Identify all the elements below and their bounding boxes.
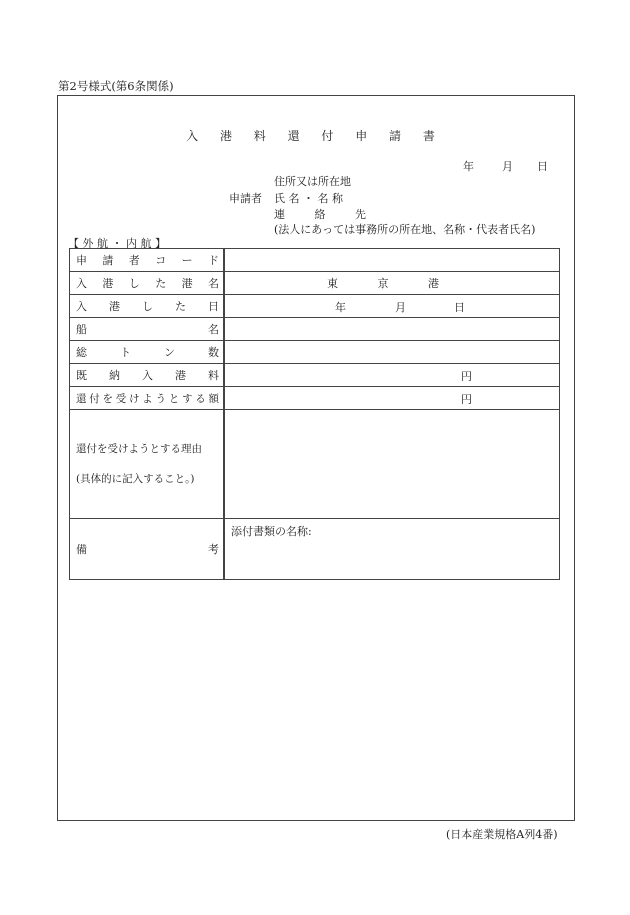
refund-amount-label: 還付を受けようとする額 <box>70 387 225 410</box>
entry-date-label: 入港した日 <box>70 295 225 318</box>
date-day: 日 <box>537 160 548 173</box>
attachment-label: 添付書類の名称: <box>231 525 312 538</box>
applicant-code-label: 申請者コード <box>70 249 225 272</box>
entry-date-field[interactable] <box>224 295 560 318</box>
paper-size-note: (日本産業規格A列4番) <box>446 828 558 841</box>
gross-tonnage-label: 総トン数 <box>70 341 225 364</box>
port-label: 入港した港名 <box>70 272 225 295</box>
port-field[interactable]: 東 京 港 <box>224 272 560 295</box>
applicant-code-field[interactable] <box>224 249 560 272</box>
paid-fee-field[interactable] <box>224 364 560 387</box>
applicant-corporate-note: (法人にあっては事務所の所在地、名称・代表者氏名) <box>274 223 536 236</box>
table-row <box>70 318 560 341</box>
table-row <box>70 341 560 364</box>
applicant-name-label: 氏 名 ・ 名 称 <box>274 192 343 205</box>
paid-fee-label: 既納入港料 <box>70 364 225 387</box>
reason-label-cell <box>70 410 225 519</box>
table-row <box>70 272 560 295</box>
remarks-field[interactable] <box>224 519 560 580</box>
table-row <box>70 387 560 410</box>
date-year: 年 <box>463 160 474 173</box>
applicant-address-label: 住所又は所在地 <box>274 175 351 188</box>
gross-tonnage-field[interactable] <box>224 341 560 364</box>
reason-instruction: (具体的に記入すること。) <box>76 473 195 485</box>
refund-amount-unit: 円 <box>461 393 472 406</box>
remarks-label-left: 備 <box>76 543 87 556</box>
entry-date-day: 日 <box>454 301 465 314</box>
document-title: 入 港 料 還 付 申 請 書 <box>186 129 444 143</box>
applicant-label: 申請者 <box>229 192 262 205</box>
refund-amount-field[interactable] <box>224 387 560 410</box>
table-row <box>70 295 560 318</box>
reason-label: 還付を受けようとする理由 <box>76 443 202 455</box>
paid-fee-unit: 円 <box>461 370 472 383</box>
remarks-label-cell <box>70 519 225 580</box>
reason-field[interactable] <box>224 410 560 519</box>
ship-name-label: 船名 <box>70 318 225 341</box>
form-table <box>69 248 560 580</box>
entry-date-year: 年 <box>335 301 346 314</box>
entry-date-month: 月 <box>395 301 406 314</box>
ship-name-field[interactable] <box>224 318 560 341</box>
table-row <box>70 249 560 272</box>
applicant-contact-label: 連 絡 先 <box>274 208 379 221</box>
date-month: 月 <box>502 160 513 173</box>
section-label: 【 外 航 ・ 内 航 】 <box>68 237 166 250</box>
table-row <box>70 410 560 519</box>
remarks-label-right: 考 <box>208 543 219 556</box>
form-number: 第2号様式(第6条関係) <box>58 79 174 93</box>
table-row <box>70 519 560 580</box>
table-row <box>70 364 560 387</box>
